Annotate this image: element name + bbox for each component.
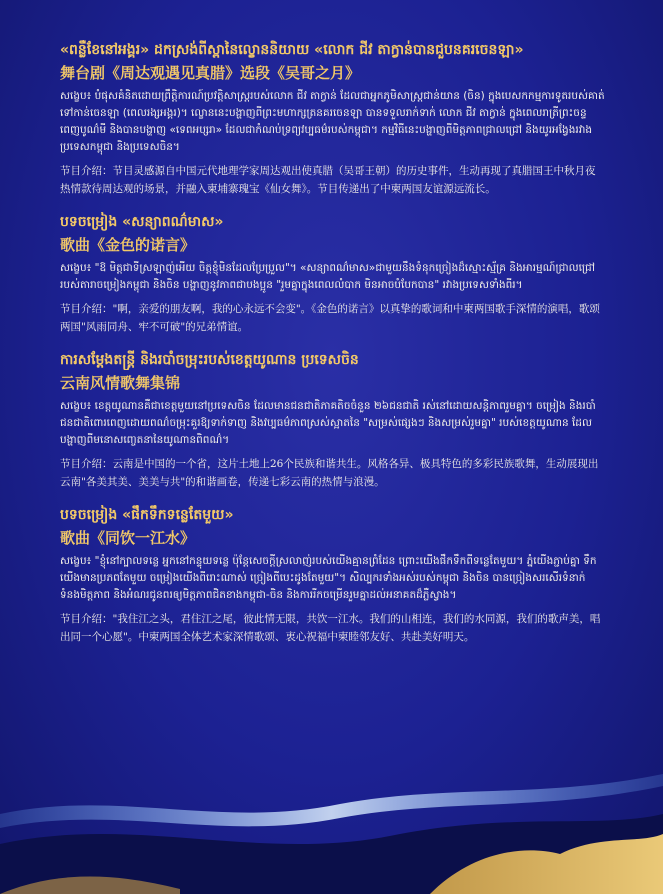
program-content [60,40,605,660]
program-item-1 [60,40,605,198]
khmer-summary: សង្ខេប៖ "ឱ មិត្តជាទីស្រឡាញ់អើយ ចិត្តខ្ញុំមិនដែលប្រែប្រួល"។ «សន្យាពណ៌មាស»ជាមួយនឹងទំនុកច្រៀងដ៏ស្មោះស្ម័គ្រ និងអារម្មណ៍ជ្រាលជ្រៅរបស់តារាចម្រៀងកម្ពុជា និងចិន បង្ហាញនូវភាពជាបងប្អូន "រួមគ្នាក្នុងពេលលំបាក មិនអាចបំបែកបាន" រវាងប្រទេសទាំងពីរ។ [60,262,596,291]
chinese-summary: 节目介绍：云南是中国的一个省，这片土地上26个民族和谐共生。风格各异、极具特色的多彩民族歌舞，生动展现出云南"各美其美、美美与共"的和谐画卷，传递七彩云南的热情与浪漫。 [60,458,599,488]
khmer-title: បទចម្រៀង «ផឹកទឹកទន្លេតែមួយ» [60,507,234,523]
chinese-title: 舞台剧《周达观遇见真腊》选段《吴哥之月》 [60,64,361,82]
chinese-title: 云南风情歌舞集锦 [60,374,181,392]
khmer-summary: សង្ខេប៖ ខេត្តយូណានគឺជាខេត្តមួយនៅប្រទេសចិន ដែលមានជនជាតិភាគតិចចំនួន ២៦ជនជាតិ រស់នៅដោយសន្តិភាពរួមគ្នា។ ចម្រៀង និងរបាំជនជាតិពោរពេញដោយពណ៌ចម្រុះគួរឱ្យទាក់ទាញ និងវប្បធម៌ភាពស្រស់ស្អាតនៃ "សម្រស់ផ្សេងៗ និងសម្រស់រួមគ្នា" របស់ខេត្តយូណាន ដែលបង្ហាញពីមនោសញ្ចេតនានៃយូណានពិពណ៌។ [60,400,596,446]
chinese-summary: 节目介绍："我住江之头，君住江之尾，彼此情无限，共饮一江水。我们的山相连，我们的水同源，我们的歌声美，唱出同一个心愿"。中柬两国全体艺术家深情歌颂、衷心祝福中柬睦邻友好、共赴美好明天。 [60,613,601,643]
river-wave [0,774,663,828]
khmer-title: បទចម្រៀង «សន្យាពណ៌មាស» [60,214,224,230]
chinese-title: 歌曲《同饮一江水》 [60,529,196,547]
program-item-4 [60,505,605,646]
chinese-summary: 节目介绍：节目灵感源自中国元代地理学家周达观出使真腊（吴哥王朝）的历史事件，生动再现了真腊国王中秋月夜热情款待周达观的场景，并融入柬埔寨瑰宝《仙女舞》。节目传递出了中柬两国友谊源远流长。 [60,165,596,195]
chinese-title: 歌曲《金色的诺言》 [60,236,196,254]
chinese-summary: 节目介绍："啊，亲爱的朋友啊，我的心永远不会变"。《金色的诺言》以真挚的歌词和中柬两国歌手深情的演唱，歌颂两国"风雨同舟、牢不可破"的兄弟情谊。 [60,303,600,333]
landscape-decoration [0,694,663,894]
khmer-summary: សង្ខេប៖ "ខ្ញុំនៅក្បាលទន្លេ អ្នកនៅកន្ទុយទន្លេ ប៉ុន្តែសេចក្តីស្រលាញ់របស់យើងគ្មានព្រំដែន ព្រោះយើងផឹកទឹកពីទន្លេតែមួយ។ ភ្នំយើងភ្ជាប់គ្នា ទឹកយើងមានប្រភពតែមួយ ចម្រៀងយើងពីរោះណាស់ ច្រៀងពីបេះដូងតែមួយ"។ សិល្បករទាំងអស់របស់កម្ពុជា និងចិន បានច្រៀងសរសើរទំនាក់ទំនងមិត្តភាព និងអំណរជូនពរឲ្យមិត្តភាពជិតខាងកម្ពុជា-ចិន និងការរីកចម្រើនរួមគ្នាដល់អនាគតដ៏ភ្លឺស្វាង។ [60,555,597,601]
khmer-summary: សង្ខេប៖ បំផុសគំនិតដោយព្រឹត្តិការណ៍ប្រវត្តិសាស្ត្ររបស់លោក ជីវ តាក្វាន់ ដែលជាអ្នកភូមិសាស្ត្រជាន់យាន (ចិន) ក្នុងបេសកកម្មការទូតរបស់គាត់ទៅកាន់ចេនឡា (ពេលរង្សអង្គរ)។ ល្ខោននេះបង្ហាញពីព្រះមហាក្សត្រនគរចេនឡា បានទទួលរាក់ទាក់ លោក ជីវ តាក្វាន់ ក្នុងពេលរាត្រីព្រះចន្ទពេញបូណ៌មី និងបានបង្ហាញ «ទេពអប្សរា» ដែលជាកំណប់ទ្រព្យវប្បធម៌របស់កម្ពុជា។ កម្មវិធីនេះបង្ហាញពីមិត្តភាពជ្រាលជ្រៅ និងយូរអង្វែងរវាងប្រទេសកម្ពុជា និងប្រទេសចិន។ [60,90,605,153]
khmer-title: «ពន្លឺខែនៅអង្គរ» ដកស្រង់ពីស្ពានៃល្ខោននិយាយ «លោក ជីវ តាក្វាន់បានជួបនគរចេនឡា» [60,42,524,58]
khmer-title: ការសម្តែងតន្ត្រី និងរបាំចម្រុះរបស់ខេត្តយូណាន ប្រទេសចិន [60,352,359,368]
program-item-3 [60,350,605,491]
program-item-2 [60,212,605,336]
